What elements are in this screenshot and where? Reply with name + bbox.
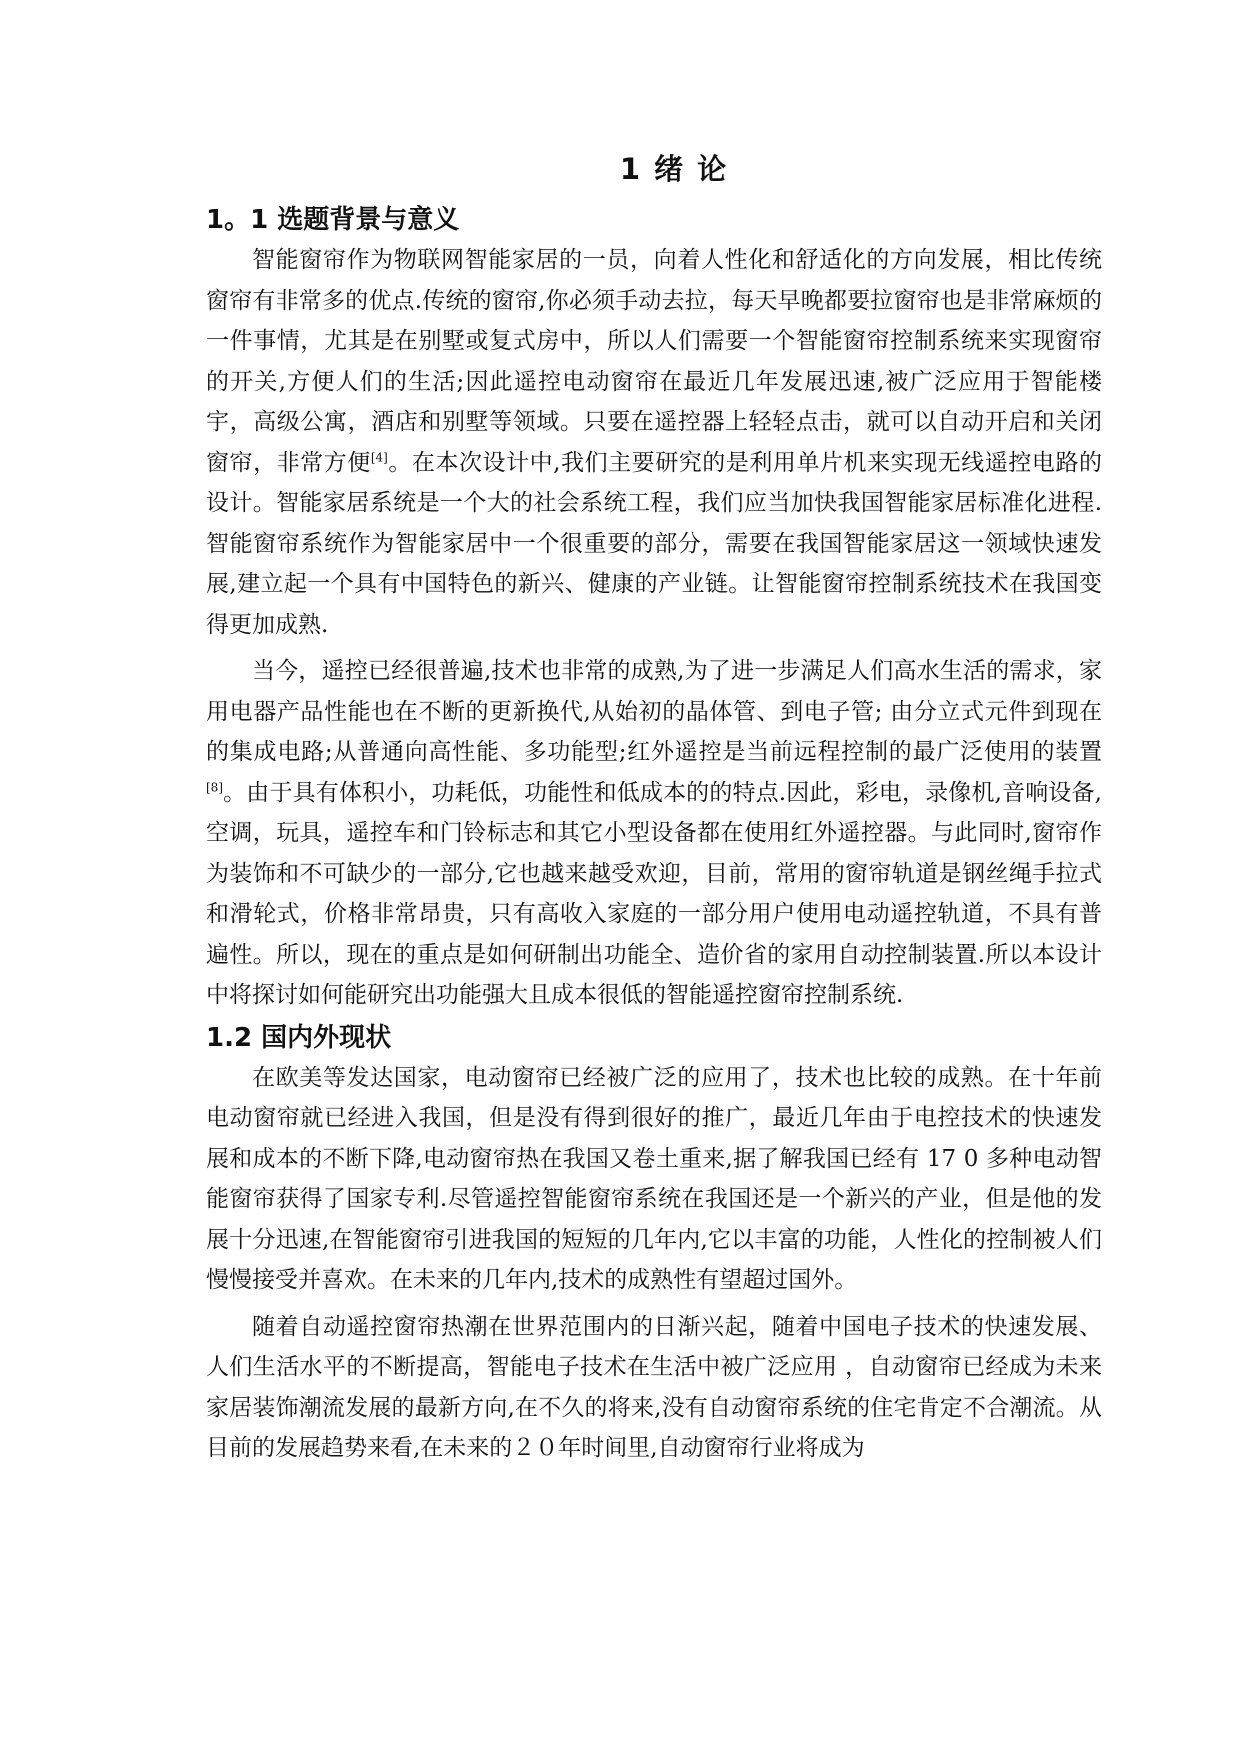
chapter-title: 1 绪 论 <box>619 152 729 186</box>
paragraph-background-2 <box>206 651 1102 1016</box>
paragraph-text: 智能窗帘作为物联网智能家居的一员，向着人性化和舒适化的方向发展，相比传统窗帘有非常多的优点.传统的窗帘,你必须手动去拉，每天早晚都要拉窗帘也是非常麻烦的一件事情，尤其是在别墅或复式房中，所以人们需要一个智能窗帘控制系统来实现窗帘的开关,方便人们的生活;因此遥控电动窗帘在最近几年发展迅速,被广泛应用于智能楼宇，高级公寓，酒店和别墅等领域。只要在遥控器上轻轻点击，就可以自动开启和关闭窗帘，非常方便 <box>206 247 1102 476</box>
citation-4: [4] <box>370 449 388 464</box>
paragraph-status-2: 随着自动遥控窗帘热潮在世界范围内的日渐兴起，随着中国电子技术的快速发展、人们生活水平的不断提高，智能电子技术在生活中被广泛应用 ，自动窗帘已经成为未来家居装饰潮流发展的最新方向,在不久的将来,没有自动窗帘系统的住宅肯定不合潮流。从目前的发展趋势来看,在未来的２０年时间里,自动窗帘行业将成为 <box>206 1313 1102 1461</box>
citation-8: [8] <box>206 779 223 794</box>
section-heading-1-2: 1.2 国内外现状 <box>206 1022 392 1053</box>
paragraph-text: 。在本次设计中,我们主要研究的是利用单片机来实现无线遥控电路的设计。智能家居系统是一个大的社会系统工程，我们应当加快我国智能家居标准化进程.智能窗帘系统作为智能家居中一个很重要的部分，需要在我国智能家居这一领域快速发展,建立起一个具有中国特色的新兴、健康的产业链。让智能窗帘控制系统技术在我国变得更加成熟. <box>206 449 1103 638</box>
paragraph-background-1 <box>206 240 1102 645</box>
section-heading-1-1: 1。1 选题背景与意义 <box>206 205 460 235</box>
paragraph-status-1: 在欧美等发达国家，电动窗帘已经被广泛的应用了，技术也比较的成熟。在十年前电动窗帘就已经进入我国，但是没有得到很好的推广，最近几年由于电控技术的快速发展和成本的不断下降,电动窗帘热在我国又卷土重来,据了解我国已经有 17 0 多种电动智能窗帘获得了国家专利.尽管遥控智能窗帘系统在我国还是一个新兴的产业，但是他的发展十分迅速,在智能窗帘引进我国的短短的几年内,它以丰富的功能，人性化的控制被人们慢慢接受并喜欢。在未来的几年内,技术的成熟性有望超过国外。 <box>206 1064 1102 1293</box>
paragraph-text: 。由于具有体积小，功耗低，功能性和低成本的的特点.因此，彩电，录像机,音响设备,空调，玩具，遥控车和门铃标志和其它小型设备都在使用红外遥控器。与此同时,窗帘作为装饰和不可缺少的一部分,它也越来越受欢迎，目前，常用的窗帘轨道是钢丝绳手拉式和滑轮式，价格非常昂贵，只有高收入家庭的一部分用户使用电动遥控轨道，不具有普遍性。所以，现在的重点是如何研制出功能全、造价省的家用自动控制装置.所以本设计中将探讨如何能研究出功能强大且成本很低的智能遥控窗帘控制系统. <box>206 779 1102 1008</box>
paragraph-text: 当今，遥控已经很普遍,技术也非常的成熟,为了进一步满足人们高水生活的需求，家用电器产品性能也在不断的更新换代,从始初的晶体管、到电子管; 由分立式元件到现在的集成电路;从普通向高性能、多功能型;红外遥控是当前远程控制的最广泛使用的装置 <box>206 658 1102 765</box>
page-content <box>206 148 1102 1469</box>
